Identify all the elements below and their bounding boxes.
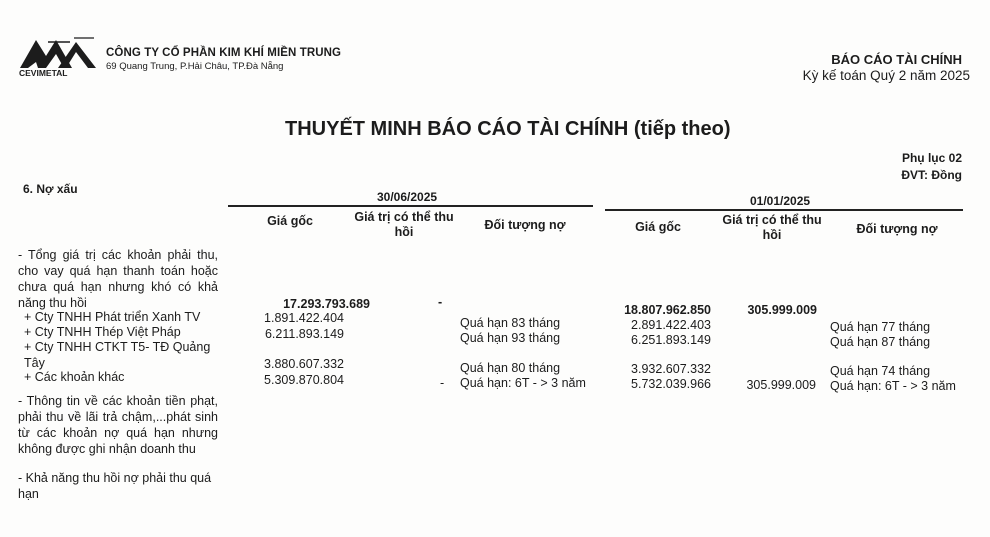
total-cost-current: 17.293.793.689 xyxy=(283,297,370,311)
company-name: CÔNG TY CỔ PHẦN KIM KHÍ MIỀN TRUNG xyxy=(106,47,342,59)
col-recoverable-current: Giá trị có thể thu hồi xyxy=(354,210,454,239)
period-current-rule xyxy=(228,205,593,207)
company-logo xyxy=(18,34,100,78)
unit-label: ĐVT: Đồng xyxy=(901,168,962,182)
section-title: 6. Nợ xấu xyxy=(23,182,78,196)
xanh-tv-debtor-current: Quá hạn 83 tháng xyxy=(460,316,561,330)
period-previous: 01/01/2025 xyxy=(750,194,811,208)
col-debtor-previous: Đối tượng nợ xyxy=(856,222,938,236)
viet-phap-debtor-current: Quá hạn 93 tháng xyxy=(460,331,561,345)
others-recoverable-previous: 305.999.009 xyxy=(746,378,816,392)
others-debtor-current: Quá hạn: 6T - > 3 năm xyxy=(460,376,586,390)
xanh-tv-cost-previous: 2.891.422.403 xyxy=(631,318,711,332)
col-cost-previous: Giá gốc xyxy=(635,220,681,234)
others-debtor-previous: Quá hạn: 6T - > 3 năm xyxy=(830,379,956,393)
others-cost-current: 5.309.870.804 xyxy=(264,373,344,387)
row-label-penalties: - Thông tin về các khoản tiền phạt, phải thu về lãi trả chậm,...phát sinh từ các khoản nợ quá hạn nhưng không được ghi nhận doanh thu xyxy=(18,394,218,456)
col-debtor-current: Đối tượng nợ xyxy=(484,218,566,232)
quang-tay-debtor-current: Quá hạn 80 tháng xyxy=(460,361,561,375)
row-label-quang-tay: + Cty TNHH CTKT T5- TĐ Quảng Tây xyxy=(24,340,211,370)
company-address: 69 Quang Trung, P.Hải Châu, TP.Đà Nẵng xyxy=(106,61,284,72)
col-cost-current: Giá gốc xyxy=(267,214,313,228)
others-cost-previous: 5.732.039.966 xyxy=(631,377,711,391)
total-recoverable-previous: 305.999.009 xyxy=(747,303,817,317)
period-previous-rule xyxy=(605,209,963,211)
period-current: 30/06/2025 xyxy=(377,190,438,204)
logo-text: CEVIMETAL xyxy=(19,68,68,78)
quang-tay-cost-current: 3.880.607.332 xyxy=(264,357,344,371)
others-recoverable-current: - xyxy=(440,376,445,390)
quang-tay-cost-previous: 3.932.607.332 xyxy=(631,362,711,376)
col-recoverable-previous: Giá trị có thể thu hồi xyxy=(722,213,822,242)
viet-phap-debtor-previous: Quá hạn 87 tháng xyxy=(830,335,931,349)
xanh-tv-debtor-previous: Quá hạn 77 tháng xyxy=(830,320,931,334)
viet-phap-cost-current: 6.211.893.149 xyxy=(264,327,344,341)
xanh-tv-cost-current: 1.891.422.404 xyxy=(264,311,344,325)
row-label-others: + Các khoản khác xyxy=(24,370,125,384)
row-label-total: - Tổng giá trị các khoản phải thu, cho vay quá hạn thanh toán hoặc chưa quá hạn nhưng khó có khả năng thu hồi xyxy=(18,248,218,310)
quang-tay-debtor-previous: Quá hạn 74 tháng xyxy=(830,364,931,378)
viet-phap-cost-previous: 6.251.893.149 xyxy=(631,333,711,347)
appendix-label: Phụ lục 02 xyxy=(901,151,962,165)
report-period: Kỳ kế toán Quý 2 năm 2025 xyxy=(802,68,970,83)
total-cost-previous: 18.807.962.850 xyxy=(624,303,711,317)
row-label-viet-phap: + Cty TNHH Thép Việt Pháp xyxy=(24,325,181,339)
row-label-xanh-tv: + Cty TNHH Phát triển Xanh TV xyxy=(24,310,201,324)
page-title: THUYẾT MINH BÁO CÁO TÀI CHÍNH (tiếp theo) xyxy=(285,118,731,140)
row-label-recoverability: - Khả năng thu hồi nợ phải thu quá hạn xyxy=(18,471,212,501)
report-title: BÁO CÁO TÀI CHÍNH xyxy=(831,52,962,67)
total-recoverable-current: - xyxy=(438,295,443,309)
